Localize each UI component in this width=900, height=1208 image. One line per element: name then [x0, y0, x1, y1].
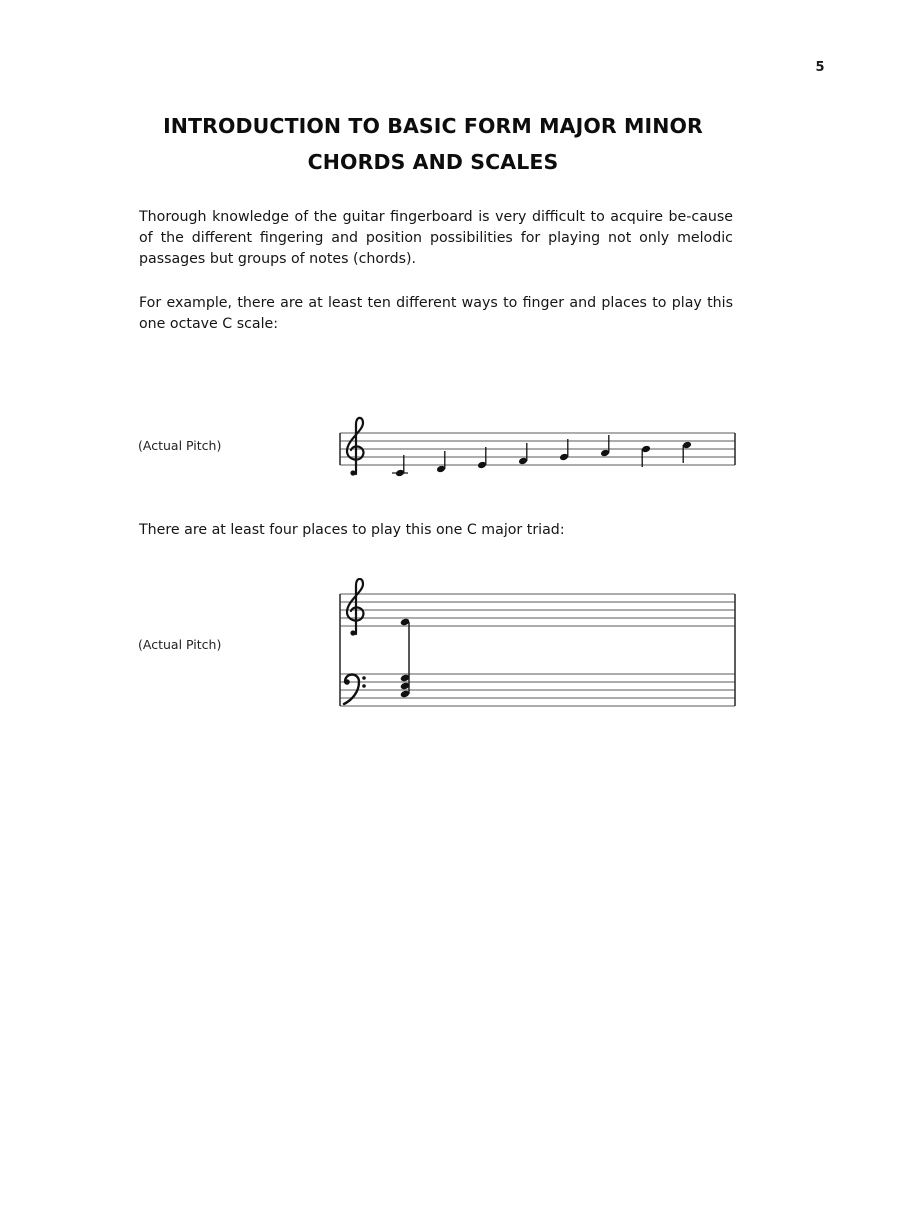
example-paragraph: For example, there are at least ten different ways to finger and places to play this one octave C scale:	[139, 295, 733, 332]
treble-staff-lines	[340, 594, 735, 626]
c-major-triad-grand-staff	[330, 578, 740, 714]
bass-staff-lines	[340, 674, 735, 706]
page-title	[100, 108, 766, 180]
treble-clef-icon	[347, 418, 363, 476]
treble-clef-icon	[347, 579, 363, 636]
c-scale-staff	[330, 410, 740, 482]
scale-note-B4	[641, 445, 651, 467]
intro-paragraph: Thorough knowledge of the guitar fingerboard is very difficult to acquire be-cause of the different fingering and position possibilities for playing not only melodic passages but groups of notes (chords).	[139, 209, 733, 267]
scale-note-F4	[518, 443, 528, 465]
scale-note-D4	[436, 451, 446, 473]
scale-note-E4	[477, 447, 487, 469]
triad-actual-pitch-label: (Actual Pitch)	[138, 637, 222, 652]
staff-lines	[340, 433, 735, 465]
scale-actual-pitch-label: (Actual Pitch)	[138, 438, 222, 453]
triad-chord	[400, 618, 410, 699]
bass-clef-icon	[344, 675, 366, 705]
scale-note-C5	[682, 441, 692, 463]
title-line-1: INTRODUCTION TO BASIC FORM MAJOR MINOR	[163, 114, 703, 138]
scale-note-A4	[600, 435, 610, 457]
page-number: 5	[815, 60, 825, 75]
triad-paragraph: There are at least four places to play this one C major triad:	[139, 522, 565, 538]
scale-note-G4	[559, 439, 569, 461]
scale-note-C4	[392, 455, 408, 477]
title-line-2: CHORDS AND SCALES	[307, 150, 559, 174]
